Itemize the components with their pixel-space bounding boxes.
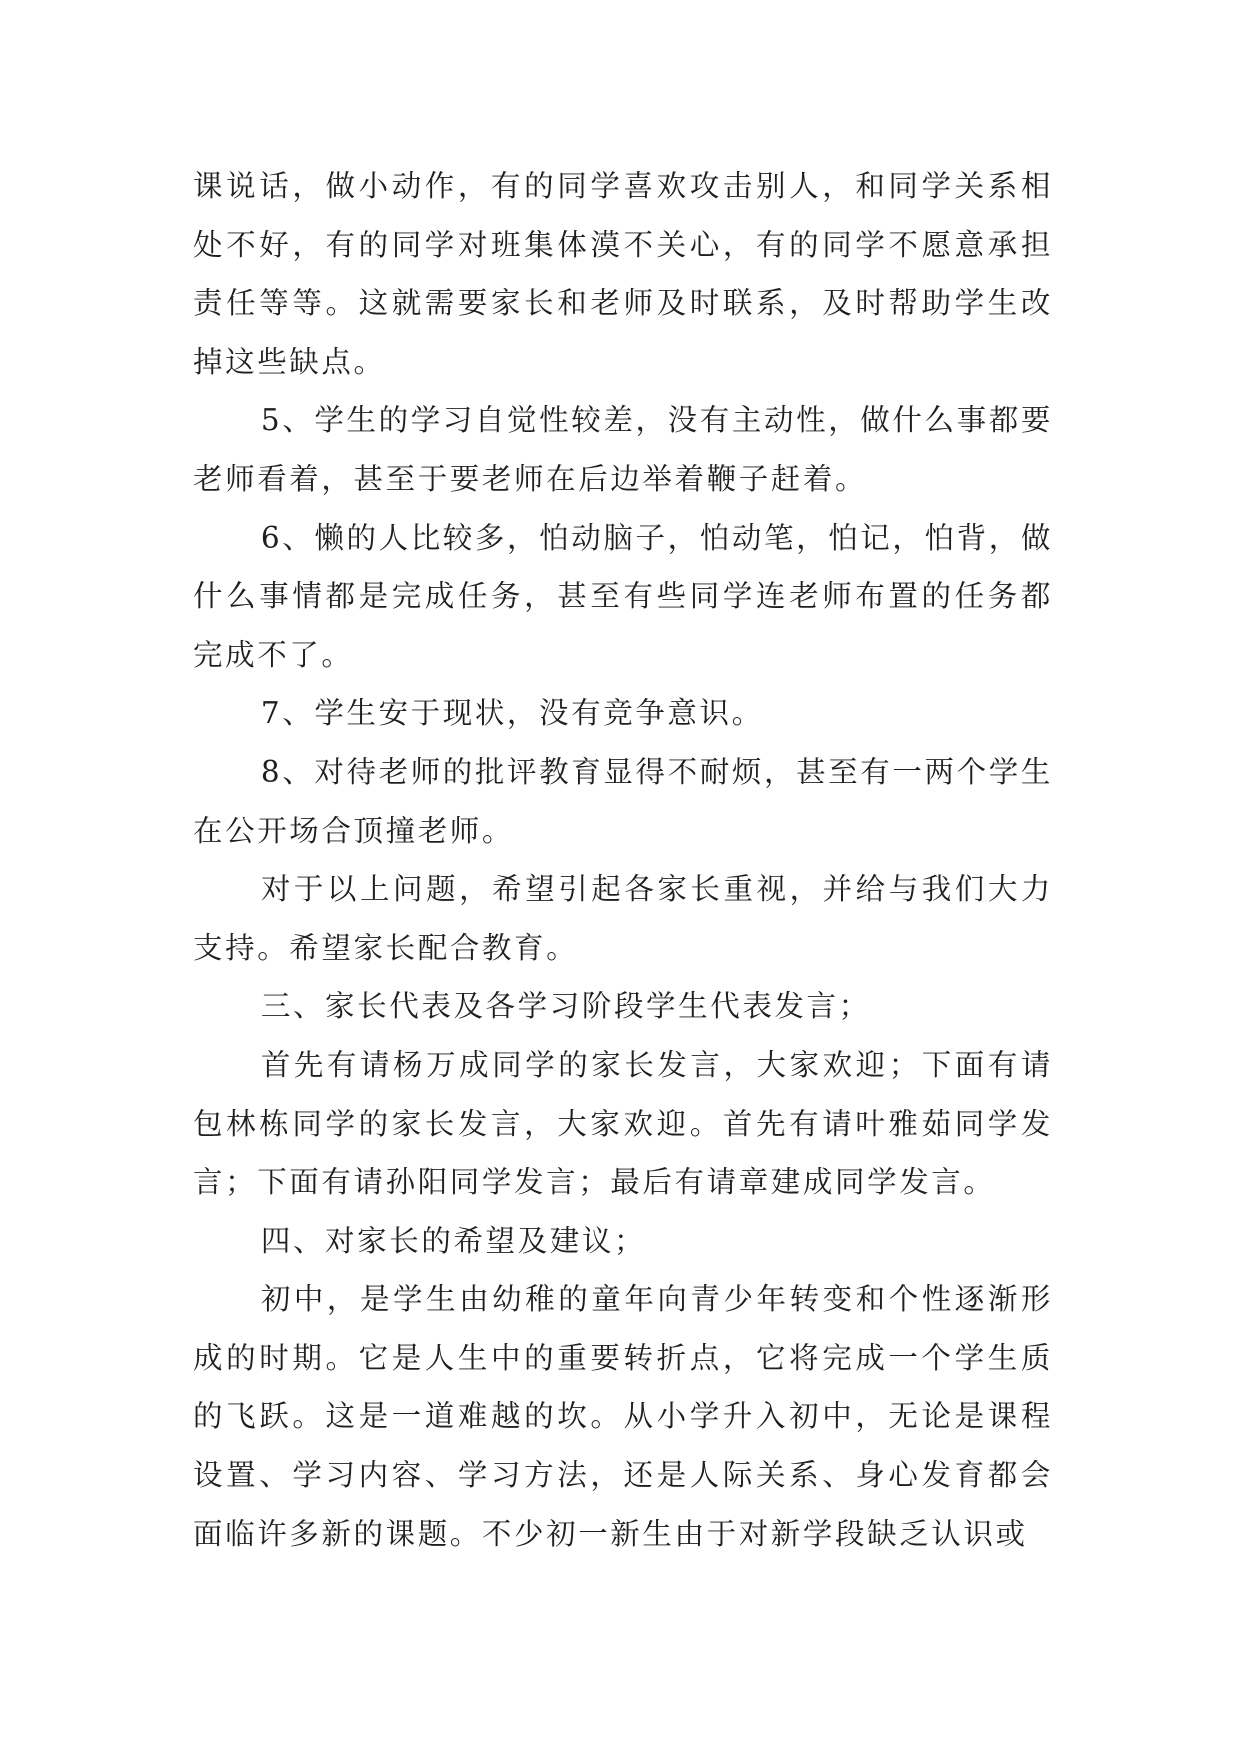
document-body (193, 157, 1053, 1563)
paragraph-item-8: 8、对待老师的批评教育显得不耐烦，甚至有一两个学生在公开场合顶撞老师。 (193, 754, 1053, 848)
paragraph-item-6: 6、懒的人比较多，怕动脑子，怕动笔，怕记，怕背，做什么事情都是完成任务，甚至有些同学连老师布置的任务都完成不了。 (193, 520, 1053, 672)
section-heading-4: 四、对家长的希望及建议； (260, 1223, 647, 1258)
paragraph-junior-high: 初中，是学生由幼稚的童年向青少年转变和个性逐渐形成的时期。它是人生中的重要转折点，它将完成一个学生质的飞跃。这是一道难越的坎。从小学升入初中，无论是课程设置、学习内容、学习方法，还是人际关系、身心发育都会面临许多新的课题。不少初一新生由于对新学段缺乏认识或 (193, 1282, 1053, 1551)
paragraph-continuation: 课说话，做小动作，有的同学喜欢攻击别人，和同学关系相处不好，有的同学对班集体漠不关心，有的同学不愿意承担责任等等。这就需要家长和老师及时联系，及时帮助学生改掉这些缺点。 (193, 169, 1053, 379)
paragraph-item-7: 7、学生安于现状，没有竞争意识。 (260, 696, 764, 731)
paragraph-item-5: 5、学生的学习自觉性较差，没有主动性，做什么事都要老师看着，甚至于要老师在后边举着鞭子赶着。 (193, 403, 1053, 496)
paragraph-speakers: 首先有请杨万成同学的家长发言，大家欢迎；下面有请包林栋同学的家长发言，大家欢迎。首先有请叶雅茹同学发言；下面有请孙阳同学发言；最后有请章建成同学发言。 (193, 1047, 1053, 1200)
paragraph-summary: 对于以上问题，希望引起各家长重视，并给与我们大力支持。希望家长配合教育。 (193, 872, 1053, 965)
section-heading-3: 三、家长代表及各学习阶段学生代表发言； (260, 989, 871, 1024)
